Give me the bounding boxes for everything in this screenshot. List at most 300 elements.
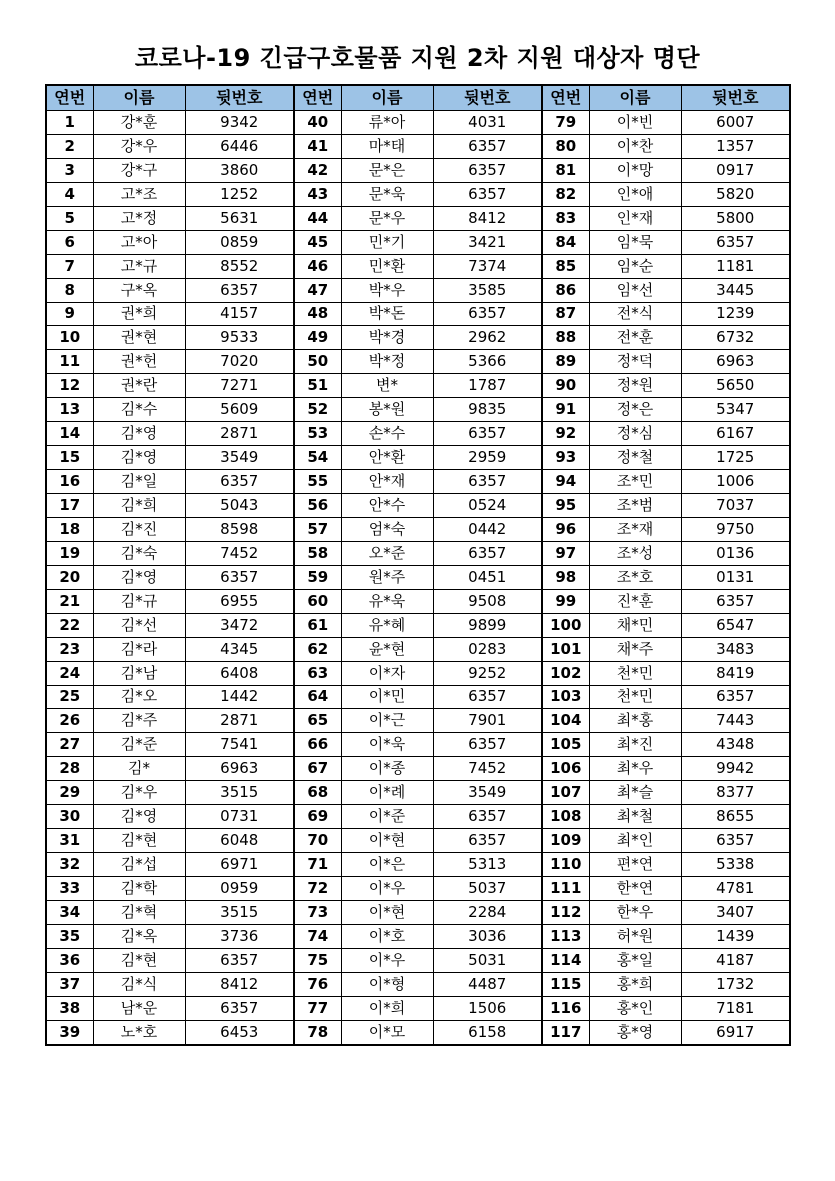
cell-name: 민*환: [341, 254, 433, 278]
cell-name: 김*진: [93, 517, 185, 541]
cell-name: 이*은: [341, 853, 433, 877]
cell-name: 이*현: [341, 829, 433, 853]
cell-name: 정*은: [589, 398, 681, 422]
cell-no: 89: [542, 350, 589, 374]
cell-name: 최*우: [589, 757, 681, 781]
cell-suffix: 6167: [681, 422, 790, 446]
cell-suffix: 4345: [185, 637, 294, 661]
cell-no: 95: [542, 494, 589, 518]
cell-name: 고*정: [93, 206, 185, 230]
cell-no: 17: [46, 494, 93, 518]
table-row: [46, 254, 790, 278]
cell-no: 70: [294, 829, 341, 853]
cell-no: 90: [542, 374, 589, 398]
cell-name: 이*호: [341, 924, 433, 948]
cell-name: 임*순: [589, 254, 681, 278]
cell-no: 93: [542, 446, 589, 470]
cell-no: 86: [542, 278, 589, 302]
cell-no: 106: [542, 757, 589, 781]
cell-suffix: 7443: [681, 709, 790, 733]
table-row: [46, 565, 790, 589]
cell-no: 28: [46, 757, 93, 781]
cell-name: 김*선: [93, 613, 185, 637]
cell-suffix: 5347: [681, 398, 790, 422]
cell-suffix: 7271: [185, 374, 294, 398]
cell-name: 박*돈: [341, 302, 433, 326]
cell-name: 박*우: [341, 278, 433, 302]
cell-suffix: 1239: [681, 302, 790, 326]
cell-name: 김*: [93, 757, 185, 781]
cell-no: 68: [294, 781, 341, 805]
cell-name: 원*주: [341, 565, 433, 589]
header-suffix: 뒷번호: [681, 85, 790, 111]
cell-no: 47: [294, 278, 341, 302]
cell-suffix: 7020: [185, 350, 294, 374]
cell-suffix: 6357: [433, 158, 542, 182]
cell-name: 박*정: [341, 350, 433, 374]
cell-name: 정*심: [589, 422, 681, 446]
cell-no: 34: [46, 900, 93, 924]
cell-no: 62: [294, 637, 341, 661]
cell-no: 57: [294, 517, 341, 541]
table-header: [46, 85, 790, 111]
cell-no: 21: [46, 589, 93, 613]
cell-no: 43: [294, 182, 341, 206]
cell-name: 최*인: [589, 829, 681, 853]
cell-name: 채*민: [589, 613, 681, 637]
cell-suffix: 1787: [433, 374, 542, 398]
cell-no: 74: [294, 924, 341, 948]
table-row: [46, 158, 790, 182]
cell-no: 115: [542, 972, 589, 996]
cell-no: 116: [542, 996, 589, 1020]
cell-suffix: 3036: [433, 924, 542, 948]
cell-no: 3: [46, 158, 93, 182]
cell-suffix: 3515: [185, 781, 294, 805]
header-no: 연번: [46, 85, 93, 111]
cell-no: 63: [294, 661, 341, 685]
cell-no: 111: [542, 877, 589, 901]
table-row: [46, 972, 790, 996]
cell-suffix: 0136: [681, 541, 790, 565]
cell-name: 전*훈: [589, 326, 681, 350]
cell-name: 홍*인: [589, 996, 681, 1020]
table-row: [46, 853, 790, 877]
cell-no: 78: [294, 1020, 341, 1044]
cell-name: 이*례: [341, 781, 433, 805]
cell-suffix: 0731: [185, 805, 294, 829]
cell-name: 채*주: [589, 637, 681, 661]
table-row: [46, 996, 790, 1020]
cell-suffix: 3445: [681, 278, 790, 302]
cell-no: 33: [46, 877, 93, 901]
cell-suffix: 7901: [433, 709, 542, 733]
cell-suffix: 7374: [433, 254, 542, 278]
cell-no: 37: [46, 972, 93, 996]
cell-name: 고*규: [93, 254, 185, 278]
cell-no: 50: [294, 350, 341, 374]
cell-suffix: 6357: [433, 685, 542, 709]
cell-no: 75: [294, 948, 341, 972]
cell-no: 110: [542, 853, 589, 877]
cell-suffix: 5631: [185, 206, 294, 230]
cell-name: 권*현: [93, 326, 185, 350]
cell-no: 56: [294, 494, 341, 518]
cell-no: 82: [542, 182, 589, 206]
table-row: [46, 374, 790, 398]
cell-suffix: 9342: [185, 111, 294, 135]
cell-suffix: 0917: [681, 158, 790, 182]
cell-name: 김*식: [93, 972, 185, 996]
cell-no: 114: [542, 948, 589, 972]
cell-suffix: 6963: [681, 350, 790, 374]
cell-no: 25: [46, 685, 93, 709]
header-row: [46, 85, 790, 111]
cell-no: 61: [294, 613, 341, 637]
cell-name: 김*희: [93, 494, 185, 518]
cell-no: 27: [46, 733, 93, 757]
cell-name: 김*영: [93, 422, 185, 446]
cell-no: 91: [542, 398, 589, 422]
cell-name: 봉*원: [341, 398, 433, 422]
cell-suffix: 9942: [681, 757, 790, 781]
table-row: [46, 541, 790, 565]
cell-name: 이*희: [341, 996, 433, 1020]
cell-suffix: 6357: [433, 805, 542, 829]
cell-name: 구*옥: [93, 278, 185, 302]
cell-suffix: 9533: [185, 326, 294, 350]
cell-name: 강*훈: [93, 111, 185, 135]
cell-no: 76: [294, 972, 341, 996]
cell-name: 남*운: [93, 996, 185, 1020]
cell-name: 편*연: [589, 853, 681, 877]
cell-suffix: 6446: [185, 134, 294, 158]
cell-name: 정*철: [589, 446, 681, 470]
cell-no: 46: [294, 254, 341, 278]
cell-suffix: 4157: [185, 302, 294, 326]
table-row: [46, 326, 790, 350]
cell-no: 52: [294, 398, 341, 422]
cell-name: 한*우: [589, 900, 681, 924]
cell-name: 최*진: [589, 733, 681, 757]
cell-suffix: 4348: [681, 733, 790, 757]
cell-suffix: 0442: [433, 517, 542, 541]
cell-name: 권*란: [93, 374, 185, 398]
cell-suffix: 1732: [681, 972, 790, 996]
cell-suffix: 1006: [681, 470, 790, 494]
table-row: [46, 637, 790, 661]
cell-name: 이*빈: [589, 111, 681, 135]
cell-suffix: 8377: [681, 781, 790, 805]
cell-no: 39: [46, 1020, 93, 1044]
cell-suffix: 7541: [185, 733, 294, 757]
cell-suffix: 6357: [433, 470, 542, 494]
header-name: 이름: [93, 85, 185, 111]
cell-no: 55: [294, 470, 341, 494]
cell-no: 8: [46, 278, 93, 302]
cell-name: 조*민: [589, 470, 681, 494]
table-row: [46, 709, 790, 733]
cell-name: 김*영: [93, 805, 185, 829]
cell-name: 민*기: [341, 230, 433, 254]
cell-no: 19: [46, 541, 93, 565]
cell-no: 92: [542, 422, 589, 446]
cell-suffix: 7037: [681, 494, 790, 518]
cell-suffix: 5366: [433, 350, 542, 374]
cell-no: 84: [542, 230, 589, 254]
cell-name: 임*묵: [589, 230, 681, 254]
cell-no: 64: [294, 685, 341, 709]
cell-name: 홍*영: [589, 1020, 681, 1044]
cell-no: 101: [542, 637, 589, 661]
cell-name: 인*재: [589, 206, 681, 230]
table-row: [46, 494, 790, 518]
cell-no: 18: [46, 517, 93, 541]
cell-suffix: 1725: [681, 446, 790, 470]
cell-suffix: 7452: [185, 541, 294, 565]
cell-name: 조*호: [589, 565, 681, 589]
table-row: [46, 111, 790, 135]
cell-name: 고*조: [93, 182, 185, 206]
cell-suffix: 6357: [185, 470, 294, 494]
cell-name: 이*우: [341, 948, 433, 972]
cell-no: 9: [46, 302, 93, 326]
cell-suffix: 3483: [681, 637, 790, 661]
cell-suffix: 9899: [433, 613, 542, 637]
cell-no: 79: [542, 111, 589, 135]
cell-no: 23: [46, 637, 93, 661]
cell-no: 59: [294, 565, 341, 589]
cell-name: 김*남: [93, 661, 185, 685]
table-row: [46, 302, 790, 326]
table-row: [46, 661, 790, 685]
cell-no: 51: [294, 374, 341, 398]
cell-suffix: 6357: [433, 302, 542, 326]
table-row: [46, 350, 790, 374]
cell-name: 정*덕: [589, 350, 681, 374]
cell-suffix: 8655: [681, 805, 790, 829]
cell-name: 김*숙: [93, 541, 185, 565]
cell-suffix: 6357: [185, 948, 294, 972]
cell-no: 65: [294, 709, 341, 733]
cell-suffix: 3736: [185, 924, 294, 948]
cell-suffix: 4781: [681, 877, 790, 901]
cell-suffix: 5609: [185, 398, 294, 422]
header-name: 이름: [341, 85, 433, 111]
table-row: [46, 589, 790, 613]
cell-suffix: 6971: [185, 853, 294, 877]
cell-suffix: 6007: [681, 111, 790, 135]
cell-suffix: 6917: [681, 1020, 790, 1044]
cell-suffix: 6357: [433, 541, 542, 565]
cell-suffix: 4031: [433, 111, 542, 135]
cell-suffix: 2871: [185, 709, 294, 733]
cell-suffix: 2962: [433, 326, 542, 350]
table-row: [46, 924, 790, 948]
table-row: [46, 470, 790, 494]
table-row: [46, 613, 790, 637]
cell-suffix: 8552: [185, 254, 294, 278]
cell-no: 69: [294, 805, 341, 829]
cell-suffix: 0524: [433, 494, 542, 518]
table-body: [46, 111, 790, 1045]
cell-name: 변*: [341, 374, 433, 398]
cell-no: 88: [542, 326, 589, 350]
cell-no: 67: [294, 757, 341, 781]
cell-name: 이*형: [341, 972, 433, 996]
header-no: 연번: [294, 85, 341, 111]
cell-suffix: 4187: [681, 948, 790, 972]
cell-name: 김*섭: [93, 853, 185, 877]
table-row: [46, 206, 790, 230]
cell-no: 20: [46, 565, 93, 589]
cell-suffix: 6357: [433, 134, 542, 158]
cell-no: 15: [46, 446, 93, 470]
cell-no: 32: [46, 853, 93, 877]
table-row: [46, 948, 790, 972]
cell-name: 김*영: [93, 565, 185, 589]
cell-name: 천*민: [589, 685, 681, 709]
cell-name: 박*경: [341, 326, 433, 350]
table-row: [46, 781, 790, 805]
cell-suffix: 9508: [433, 589, 542, 613]
cell-suffix: 6357: [185, 278, 294, 302]
cell-suffix: 5820: [681, 182, 790, 206]
cell-name: 김*우: [93, 781, 185, 805]
cell-no: 5: [46, 206, 93, 230]
recipient-table: [45, 84, 791, 1046]
table-row: [46, 829, 790, 853]
cell-name: 김*오: [93, 685, 185, 709]
cell-name: 이*근: [341, 709, 433, 733]
table-row: [46, 733, 790, 757]
cell-no: 60: [294, 589, 341, 613]
cell-name: 이*민: [341, 685, 433, 709]
cell-suffix: 9750: [681, 517, 790, 541]
page-title: 코로나-19 긴급구호물품 지원 2차 지원 대상자 명단: [134, 44, 701, 72]
cell-name: 유*혜: [341, 613, 433, 637]
cell-name: 천*민: [589, 661, 681, 685]
cell-name: 노*호: [93, 1020, 185, 1044]
cell-no: 58: [294, 541, 341, 565]
table-row: [46, 685, 790, 709]
cell-no: 113: [542, 924, 589, 948]
cell-suffix: 0959: [185, 877, 294, 901]
cell-name: 임*선: [589, 278, 681, 302]
table-row: [46, 757, 790, 781]
cell-suffix: 6732: [681, 326, 790, 350]
cell-name: 최*철: [589, 805, 681, 829]
cell-no: 87: [542, 302, 589, 326]
cell-name: 김*옥: [93, 924, 185, 948]
table-row: [46, 278, 790, 302]
cell-name: 안*재: [341, 470, 433, 494]
cell-suffix: 6357: [185, 996, 294, 1020]
cell-name: 허*원: [589, 924, 681, 948]
cell-no: 16: [46, 470, 93, 494]
cell-suffix: 5313: [433, 853, 542, 877]
cell-suffix: 2871: [185, 422, 294, 446]
cell-name: 안*수: [341, 494, 433, 518]
cell-no: 98: [542, 565, 589, 589]
cell-no: 26: [46, 709, 93, 733]
header-name: 이름: [589, 85, 681, 111]
cell-no: 81: [542, 158, 589, 182]
cell-name: 이*준: [341, 805, 433, 829]
cell-no: 14: [46, 422, 93, 446]
cell-name: 문*욱: [341, 182, 433, 206]
table-row: [46, 182, 790, 206]
cell-suffix: 6357: [681, 685, 790, 709]
table-row: [46, 900, 790, 924]
cell-no: 85: [542, 254, 589, 278]
cell-no: 41: [294, 134, 341, 158]
table-row: [46, 446, 790, 470]
cell-suffix: 8412: [433, 206, 542, 230]
cell-name: 김*현: [93, 948, 185, 972]
cell-name: 진*훈: [589, 589, 681, 613]
cell-name: 권*헌: [93, 350, 185, 374]
cell-no: 38: [46, 996, 93, 1020]
cell-no: 53: [294, 422, 341, 446]
table-row: [46, 517, 790, 541]
cell-suffix: 6357: [433, 733, 542, 757]
header-suffix: 뒷번호: [185, 85, 294, 111]
cell-suffix: 6357: [681, 829, 790, 853]
header-suffix: 뒷번호: [433, 85, 542, 111]
cell-suffix: 8419: [681, 661, 790, 685]
cell-no: 80: [542, 134, 589, 158]
cell-suffix: 3585: [433, 278, 542, 302]
cell-name: 이*모: [341, 1020, 433, 1044]
cell-suffix: 0859: [185, 230, 294, 254]
cell-no: 22: [46, 613, 93, 637]
cell-suffix: 1439: [681, 924, 790, 948]
cell-name: 손*수: [341, 422, 433, 446]
cell-name: 홍*희: [589, 972, 681, 996]
cell-name: 김*준: [93, 733, 185, 757]
table-row: [46, 1020, 790, 1044]
cell-suffix: 6357: [433, 182, 542, 206]
cell-no: 105: [542, 733, 589, 757]
cell-no: 66: [294, 733, 341, 757]
cell-suffix: 3472: [185, 613, 294, 637]
cell-no: 45: [294, 230, 341, 254]
cell-name: 김*영: [93, 446, 185, 470]
cell-name: 이*현: [341, 900, 433, 924]
cell-suffix: 0131: [681, 565, 790, 589]
cell-no: 48: [294, 302, 341, 326]
cell-suffix: 3515: [185, 900, 294, 924]
table-row: [46, 422, 790, 446]
cell-suffix: 6453: [185, 1020, 294, 1044]
cell-no: 31: [46, 829, 93, 853]
cell-no: 10: [46, 326, 93, 350]
cell-no: 11: [46, 350, 93, 374]
cell-name: 김*학: [93, 877, 185, 901]
cell-name: 전*식: [589, 302, 681, 326]
cell-no: 104: [542, 709, 589, 733]
cell-no: 12: [46, 374, 93, 398]
cell-no: 7: [46, 254, 93, 278]
cell-suffix: 3549: [185, 446, 294, 470]
cell-name: 이*종: [341, 757, 433, 781]
cell-suffix: 5800: [681, 206, 790, 230]
cell-suffix: 5650: [681, 374, 790, 398]
cell-suffix: 1181: [681, 254, 790, 278]
cell-name: 문*은: [341, 158, 433, 182]
cell-suffix: 3549: [433, 781, 542, 805]
